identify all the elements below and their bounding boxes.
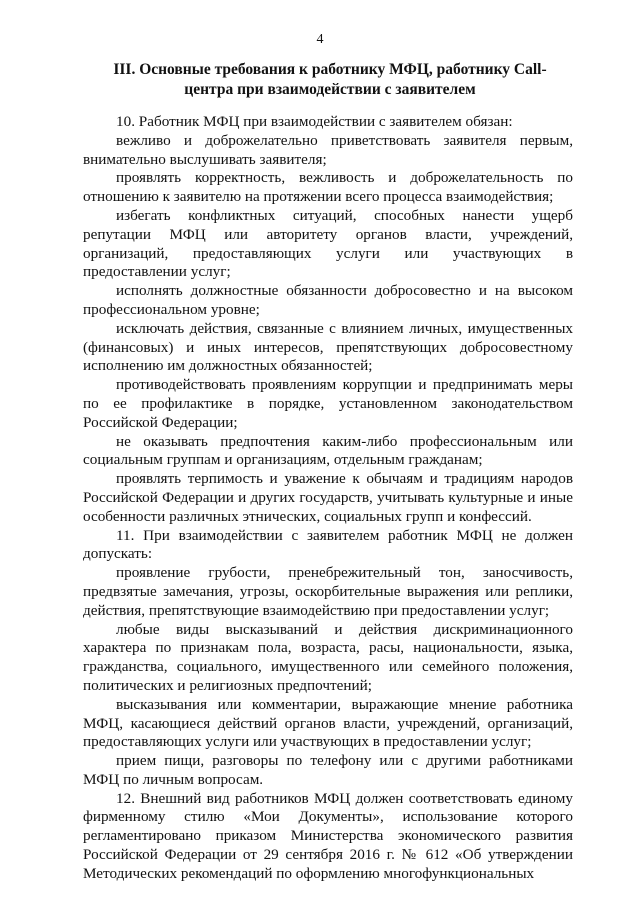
- paragraph: высказывания или комментарии, выражающие мнение работника МФЦ, касающиеся действий органов власти, учреждений, организаций, предоставляющих услуги или участвующих в предоставлении услуг;: [83, 695, 573, 751]
- paragraph: 10. Работник МФЦ при взаимодействии с заявителем обязан:: [116, 113, 513, 130]
- paragraph: 12. Внешний вид работников МФЦ должен соответствовать единому фирменному стилю «Мои Документы», использование которого регламентировано приказом Министерства экономического развития Российской Федерации от 29 сентября 2016 г. № 612 «Об утверждении Методических рекомендаций по оформлению многофункциональных: [83, 789, 573, 882]
- paragraph: любые виды высказываний и действия дискриминационного характера по признакам пола, возраста, расы, национальности, языка, гражданства, социального, имущественного или семейного положения, политических и религиозных предпочтений;: [83, 620, 573, 694]
- page-number: 4: [316, 32, 324, 47]
- paragraph: не оказывать предпочтения каким-либо профессиональным или социальным группам и организациям, отдельным гражданам;: [83, 432, 573, 469]
- paragraph: противодействовать проявлениям коррупции и предпринимать меры по ее профилактике в порядке, установленном законодательством Российской Федерации;: [83, 376, 573, 431]
- paragraph: вежливо и доброжелательно приветствовать заявителя первым, внимательно выслушивать заявителя;: [83, 131, 573, 168]
- paragraph: прием пищи, разговоры по телефону или с другими работниками МФЦ по личным вопросам.: [83, 752, 573, 788]
- paragraph: 11. При взаимодействии с заявителем работник МФЦ не должен допускать:: [83, 526, 573, 563]
- paragraph: избегать конфликтных ситуаций, способных нанести ущерб репутации МФЦ или авторитету органов власти, учреждений, организаций, предоставляющих услуги или участвующих в предоставлении услуг;: [83, 206, 573, 281]
- paragraph: проявление грубости, пренебрежительный тон, заносчивость, предвзятые замечания, угрозы, оскорбительные выражения или реплики, действия, препятствующие взаимодействию при предоставлении услуг;: [83, 564, 573, 619]
- paragraph: исключать действия, связанные с влиянием личных, имущественных (финансовых) и иных интересов, препятствующих добросовестному исполнению им должностных обязанностей;: [83, 319, 573, 375]
- section-heading: III. Основные требования к работнику МФЦ, работнику Call-центра при взаимодействии с заявителем: [113, 61, 547, 98]
- paragraph: проявлять терпимость и уважение к обычаям и традициям народов Российской Федерации и других государств, учитывать культурные и иные особенности различных этнических, социальных групп и конфессий.: [83, 470, 573, 525]
- paragraph: проявлять корректность, вежливость и доброжелательность по отношению к заявителю на протяжении всего процесса взаимодействия;: [83, 169, 573, 206]
- paragraph: исполнять должностные обязанности добросовестно и на высоком профессиональном уровне;: [83, 282, 573, 318]
- document-body: [83, 113, 573, 884]
